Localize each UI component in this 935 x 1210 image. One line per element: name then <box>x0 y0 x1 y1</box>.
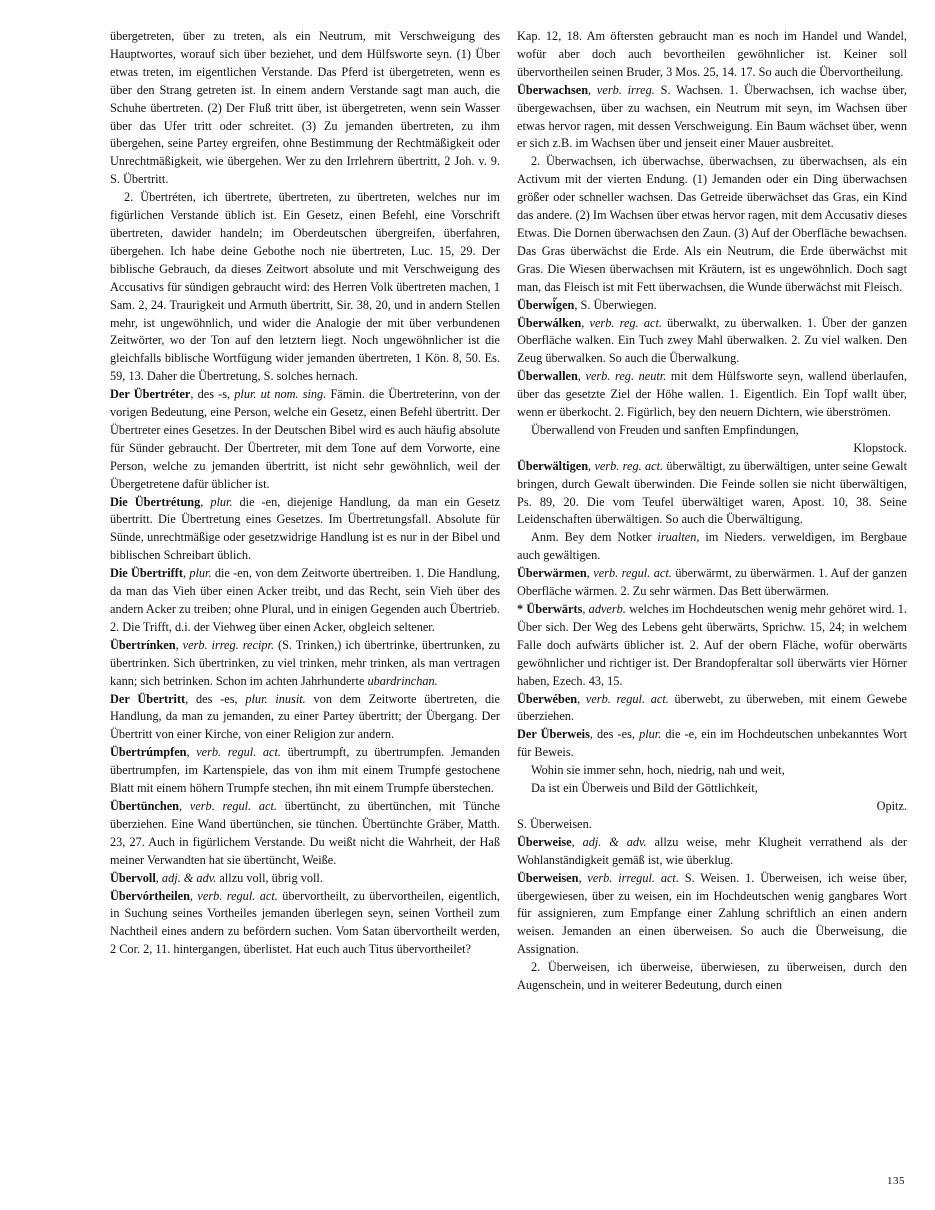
grammar-label: verb. irreg. recipr. <box>182 637 275 652</box>
grammar-label: verb. regul. act. <box>197 888 278 903</box>
entry-text: S. Weisen. 1. Überweisen, ich weise über, übergewiesen, über zu weisen, ein im Hochdeutschen wenig gangbares Wort für assignieren, zum Empfange einer Zahlung schriftlich an einen andern weisen. Jemanden an einen überweisen. So auch die Überweisung, die Assignation. <box>517 870 907 957</box>
grammar-label: verb. reg. neutr. <box>585 369 667 384</box>
entry-text: überwältigt, zu überwältigen, unter seine Gewalt bringen, durch Gewalt überwinden. Die Feinde sollen sie nicht überwältigen, Ps. 89, 20. Die vom Teufel überwältiget waren, Apost. 10, 38. Seine Leidenschaften überwältigen. So auch die Überwältigung. <box>517 458 907 527</box>
grammar-label: plur. ut nom. sing. <box>234 387 327 402</box>
entry-text: , <box>186 745 197 760</box>
left-column <box>110 28 500 959</box>
entry-text: 2. Überweisen, ich überweise, überwiesen, zu überweisen, durch den Augenschein, und in weiterer Bedeutung, durch einen <box>517 960 907 993</box>
entry-text: S. Überweisen. <box>517 816 592 831</box>
entry-text: die -en, diejenige Handlung, da man ein Gesetz übertritt. Die Übertretung eines Gesetzes. Im Übertretungsfall. Absolute für Sünde, unrechtmäßige oder gesetzwidrige Handlung ist es nur in der Bibel und biblischen Schreibart üblich. <box>110 494 500 563</box>
grammar-label: adj. & adv. <box>582 834 647 849</box>
dictionary-entry <box>517 601 907 691</box>
quotation-line <box>517 762 907 780</box>
dictionary-entry <box>517 726 907 762</box>
grammar-label: adj. & adv. <box>161 870 217 885</box>
headword: Überwálken <box>517 315 582 330</box>
dictionary-entry <box>110 565 500 637</box>
entry-text: , <box>588 458 595 473</box>
entry-text: Klopstock. <box>853 440 907 455</box>
entry-text: , <box>200 494 211 509</box>
entry-text: 2. Überwachsen, ich überwachse, überwachsen, zu überwachsen, als ein Activum mit der vierten Endung. (1) Jemanden oder ein Ding überwachsen größer oder schneller wachsen. Das Getreide überwächset das Gras, ein Kind das andere. (2) Im Wachsen über etwas hervor ragen, mit dem Accusativ dieses Etwas. Die Dornen überwachsen den Zaun. (3) Auf der Oberfläche bewachsen. Das Gras überwächst die Erde. Als ein Neutrum, die Erde überwächst mit Gras. Die Wiesen überwachsen mit Kräutern, ist es ungewöhnlich. Doch sagt man, das Fleisch ist mit Fett überwachsen, die Wunde überwächst mit Fleisch. <box>517 154 907 294</box>
headword: Übertrúmpfen <box>110 745 187 760</box>
right-column <box>517 28 907 995</box>
entry-text: überwärmt, zu überwärmen. 1. Auf der ganzen Oberfläche wärmen. 2. Zu sehr wärmen. Das Bett überwärmen. <box>517 566 907 599</box>
entry-text: die -en, von dem Zeitworte übertreiben. 1. Die Handlung, da man das Vieh über einen Acker treibt, und das Recht, sein Vieh über des andern Acker zu treiben; ohne Plural, und in einigen Gegenden auch Übertrieb. 2. Die Trifft, d.i. der Viehweg über einen Acker, obgleich seltener. <box>110 566 500 634</box>
dictionary-entry <box>517 691 907 727</box>
dictionary-entry <box>517 82 907 154</box>
dictionary-entry <box>517 959 907 995</box>
headword: Der Übertritt <box>110 691 186 706</box>
entry-text: S. Wachsen. 1. Überwachsen, ich wachse über, übergewachsen, über zu wachsen, ein Neutrum mit seyn, im Wachsen über etwas hervor ragen, mit dessen Verschweigung. Ein Baum wächset über, wenn er sich z.B. im Wachsen über und jenseit einer Mauer ausbreitet. <box>517 82 907 151</box>
entry-text: mit dem Hülfsworte seyn, wallend überlaufen, über das gesetzte Ziel der Höhe wallen. 1. Eigentlich. Ein Topf wallt über, wenn er überkocht. 2. Figürlich, bey den neuern Dichtern, wie überströmen. <box>517 369 908 420</box>
dictionary-entry <box>110 691 500 745</box>
headword: Überwältigen <box>517 458 589 473</box>
grammar-label: verb. regul. act. <box>585 691 669 706</box>
entry-text: , <box>578 870 588 885</box>
grammar-label: plur. <box>639 727 662 742</box>
quotation-attribution <box>517 440 907 458</box>
entry-text: überwalkt, zu überwalken. 1. Über der ganzen Oberfläche walken. Ein Tuch zwey Mahl überwalken. 2. Zu viel walken. Den Zeug überwalken. So auch die Überwalkung. <box>517 315 907 366</box>
entry-text: , <box>588 82 597 97</box>
entry-text: Anm. Bey dem Notker <box>531 530 658 545</box>
dictionary-entry <box>517 153 907 296</box>
grammar-label: ubardrinchan. <box>367 673 438 688</box>
entry-text: im Nieders. verweldigen, im Bergbaue auch gewältigen. <box>517 530 907 563</box>
entry-text: , <box>571 834 583 849</box>
headword: Überweisen <box>517 870 579 885</box>
dictionary-entry <box>110 637 500 691</box>
entry-text: allzu weise, mehr Klugheit verrathend als der Wohlanständigkeit gemäß ist, wie überklug. <box>517 834 907 867</box>
grammar-label: plur. inusit. <box>245 691 306 706</box>
grammar-label: plur. <box>189 566 212 581</box>
entry-text: , <box>581 315 590 330</box>
entry-text: (S. Trinken,) ich übertrinke, übertrunken, zu übertrinken. Sich übertrinken, zu viel trinken, mehr trinken, als man vertragen kann; sich betrinken. Schon im achten Jahrhunderte <box>110 637 500 688</box>
dictionary-entry <box>110 798 500 870</box>
entry-text: übertrumpft, zu übertrumpfen. Jemanden übertrumpfen, im Kartenspiele, das von ihm mit einem Trumpfe gestochene Blatt mit einem höhern Trumpfe stechen, ihn mit einem Trumpfe überstechen. <box>110 745 501 796</box>
entry-text: von dem Zeitworte übertreten, die Handlung, da man zu jemanden, zu einer Partey übertritt; der Übergang. Der Übertritt von einer Kirche, von einer Religion zur andern. <box>110 691 500 742</box>
entry-text: allzu voll, übrig voll. <box>216 870 323 885</box>
dictionary-entry <box>517 368 907 422</box>
dictionary-entry <box>110 189 500 386</box>
entry-text: , <box>182 566 190 581</box>
entry-text: Überwallend von Freuden und sanften Empfindungen, <box>531 422 799 437</box>
dictionary-entry <box>517 565 907 601</box>
page-number: 135 <box>887 1175 905 1187</box>
headword: Die Übertrifft <box>110 566 183 581</box>
grammar-label: adverb. <box>588 602 626 616</box>
entry-text: , des -es, <box>185 691 246 706</box>
entry-text: , S. Überwiegen. <box>574 297 657 312</box>
headword: Die Übertrétung <box>110 494 201 509</box>
entry-text: , <box>175 637 183 652</box>
dictionary-entry <box>517 315 907 369</box>
grammar-label: verb. reg. act. <box>589 315 662 330</box>
entry-text: , <box>577 369 586 384</box>
grammar-label: verb. regul. act. <box>189 798 277 813</box>
headword: * Überwärts <box>517 602 583 616</box>
dictionary-entry <box>517 458 907 530</box>
headword: Überwärmen <box>517 566 587 581</box>
dictionary-entry <box>517 28 907 82</box>
headword: Der Überweis <box>517 727 590 742</box>
headword: Übertünchen <box>110 798 180 813</box>
entry-text: , <box>577 691 586 706</box>
headword: Der Übertréter <box>110 387 191 402</box>
entry-text: , <box>189 888 198 903</box>
headword: Übervórtheilen <box>110 888 190 903</box>
headword: Überwi̋gen <box>517 297 575 312</box>
quotation-attribution <box>517 798 907 816</box>
dictionary-entry <box>110 28 500 189</box>
grammar-label: verb. regul. act. <box>196 745 282 760</box>
dictionary-entry <box>110 386 500 493</box>
quotation-line <box>517 780 907 798</box>
entry-text: welches im Hochdeutschen wenig mehr gehöret wird. 1. Über sich. Der Weg des Lebens geht überwärts, Sprichw. 15, 24; in welchem Falle doch aufwärts üblicher ist. 2. Auf der obern Fläche, wofür oberwärts gewöhnlicher und richtiger ist. Der Brandopferaltar soll überwärts vier Hörner haben, Ezech. 43, 15. <box>517 602 908 688</box>
entry-text: übergetreten, über zu treten, als ein Neutrum, mit Verschweigung des Hauptwortes, worauf sich über beziehet, und dem Hülfsworte seyn. (1) Über etwas treten, im eigentlichen Verstande. Das Pferd ist übergetreten, wenn es über den Strang getreten ist. In einem andern Verstande sagt man auch, die Schuhe übertreten. (2) Der Fluß tritt über, ist übergetreten, wenn sein Wasser über das Ufer tritt oder schreitet. (3) Zu jemanden übertreten, zu ihm übergehen, seine Partey ergreifen, ohne Bestimmung der Rechtmäßigkeit oder Unrechtmäßigkeit, wie übergehen. Wer zu den Irrlehrern übertritt, 2 Joh. v. 9. S. Übertritt. <box>110 29 500 187</box>
entry-text: überwebt, zu überweben, mit einem Gewebe überziehen. <box>517 691 907 724</box>
dictionary-entry <box>517 297 907 315</box>
dictionary-entry <box>110 494 500 566</box>
entry-text: Fämin. die Übertreterinn, von der vorigen Bedeutung, eine Person, welche ein Gesetz, einen Befehl übertritt. Der Übertreter eines Gesetzes. In der Deutschen Bibel wird es auch häufig absolute für Sünder gebraucht. Der Übertreter, mit dem Tone auf dem Vorworte, eine Person, welche zu jemanden übertritt, ist nicht sehr gewöhnlich, weil der Übergetretene dafür üblicher ist. <box>110 387 500 491</box>
entry-text: übervortheilt, zu übervortheilen, eigentlich, in Suchung seines Vortheiles jemanden überlegen seyn, seinen Vortheil zum Nachtheil eines andern zu befördern suchen. Vom Satan übervortheilt werden, 2 Cor. 2, 11. hintergangen, überlistet. Hat euch auch Titus übervortheilet? <box>110 888 500 957</box>
quotation-line <box>517 422 907 440</box>
entry-text: die -e, ein im Hochdeutschen unbekanntes Wort für Beweis. <box>517 727 907 760</box>
entry-text: , des -es, <box>589 727 640 742</box>
dictionary-entry <box>517 816 907 834</box>
headword: Übervoll <box>110 870 156 885</box>
dictionary-entry <box>110 870 500 888</box>
dictionary-entry <box>517 834 907 870</box>
grammar-label: verb. irreg. <box>596 82 655 97</box>
grammar-label: plur. <box>210 494 233 509</box>
headword: Überwachsen <box>517 82 589 97</box>
dictionary-entry <box>110 888 500 960</box>
headword: Übertrínken <box>110 637 176 652</box>
headword: Überwallen <box>517 369 578 384</box>
entry-text: Opitz. <box>876 798 907 813</box>
entry-text: , <box>155 870 162 885</box>
grammar-label: verb. regul. act. <box>593 566 672 581</box>
grammar-label: irualten, <box>657 530 700 545</box>
entry-text: 2. Übertréten, ich übertrete, übertreten, zu übertreten, welches nur im figürlichen Verstande üblich ist. Ein Gesetz, einen Befehl, eine Vorschrift übertreten, dawider handeln; im Oberdeutschen übergreifen, überfahren, übergehen. Ich habe deine Gebothe noch nie übertreten, Luc. 15, 29. Der biblische Gebrauch, da dieses Zeitwort absolute und mit Verschweigung des Accusativs für sündigen gebraucht wird: des Herren Volk übertreten machen, 1 Sam. 2, 24. Traurigkeit und Armuth übertritt, Sir. 38, 20, und in andern Stellen mehr, ist ungewöhnlich, und wider die Analogie der mit über verbundenen Zeitwörter, wo der Ton auf den letztern liegt. Noch ungewöhnlicher ist die gleichfalls biblische Wortfügung wider jemanden übertreten, 1 Kön. 8, 50. Es. 59, 13. Daher die Übertretung, S. solches hernach. <box>110 190 500 384</box>
entry-text: , des -s, <box>190 387 235 402</box>
entry-text: , <box>586 566 594 581</box>
dictionary-entry <box>517 870 907 960</box>
entry-text: Wohin sie immer sehn, hoch, niedrig, nah und weit, <box>531 763 785 778</box>
dictionary-entry <box>517 529 907 565</box>
headword: Überwében <box>517 691 578 706</box>
entry-text: übertüncht, zu übertünchen, mit Tünche überziehen. Eine Wand übertünchen, sie tünchen. Übertünchte Gräber, Matth. 23, 27. Auch in figürlichem Verstande. Du weißt nicht die Wahrheit, der Haß meiner Verwandten hat sie übertüncht, Weiße. <box>110 798 500 867</box>
entry-text: , <box>582 602 589 616</box>
entry-text: Da ist ein Überweis und Bild der Göttlichkeit, <box>531 781 758 796</box>
grammar-label: verb. irregul. act. <box>587 870 679 885</box>
dictionary-entry <box>110 744 500 798</box>
grammar-label: verb. reg. act. <box>594 458 664 473</box>
entry-text: Kap. 12, 18. Am öftersten gebraucht man es noch im Handel und Wandel, wofür aber doch auch bevortheilen gewöhnlicher ist. Keiner soll übervortheilen seinen Bruder, 3 Mos. 25, 14. 17. So auch die Übervortheilung. <box>517 29 907 79</box>
headword: Überweise <box>517 834 572 849</box>
entry-text: , <box>179 798 190 813</box>
